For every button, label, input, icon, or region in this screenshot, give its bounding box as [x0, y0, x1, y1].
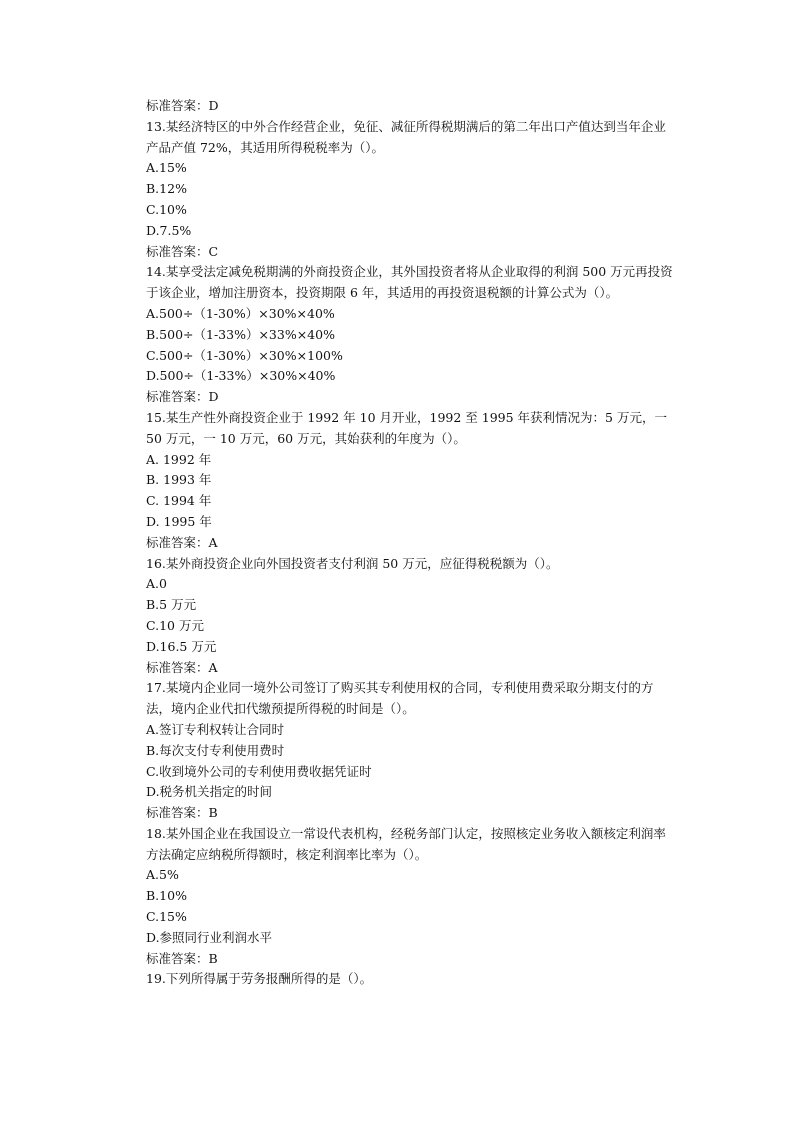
option-line: A.0	[146, 576, 167, 592]
option-line: B.10%	[146, 888, 187, 904]
option-line: C.10%	[146, 201, 187, 217]
option-line: D.16.5 万元	[146, 638, 217, 654]
option-line: A. 1992 年	[146, 451, 212, 467]
option-line: B. 1993 年	[146, 472, 212, 488]
option-line: A.15%	[146, 160, 187, 176]
question-13: 13.某经济特区的中外合作经营企业，免征、减征所得税期满后的第二年出口产值达到当年企业产品产值 72%，其适用所得税税率为（）。	[146, 118, 666, 155]
option-line: C. 1994 年	[146, 493, 212, 509]
answer-line: 标准答案：A	[146, 534, 218, 550]
question-19: 19.下列所得属于劳务报酬所得的是（）。	[146, 971, 373, 987]
option-line: C.15%	[146, 909, 187, 925]
option-line: D.7.5%	[146, 222, 192, 238]
question-15: 15.某生产性外商投资企业于 1992 年 10 月开业，1992 至 1995 年获利情况为：5 万元，一 50 万元，一 10 万元，60 万元，其始获利的年度为（）。	[146, 409, 667, 446]
question-16: 16.某外商投资企业向外国投资者支付利润 50 万元，应征得税税额为（）。	[146, 555, 559, 571]
option-line: A.签订专利权转让合同时	[146, 721, 285, 737]
question-14: 14.某享受法定减免税期满的外商投资企业，其外国投资者将从企业取得的利润 500 万元再投资于该企业，增加注册资本，投资期限 6 年，其适用的再投资退税额的计算公式为（）。	[146, 264, 673, 301]
option-line: A.500÷（1-30%）×30%×40%	[146, 305, 335, 321]
answer-line: 标准答案：B	[146, 950, 218, 966]
question-18: 18.某外国企业在我国设立一常设代表机构，经税务部门认定，按照核定业务收入额核定利润率方法确定应纳税所得额时，核定利润率比率为（）。	[146, 825, 666, 862]
option-line: B.5 万元	[146, 597, 197, 613]
answer-line: 标准答案：B	[146, 805, 218, 821]
option-line: C.收到境外公司的专利使用费收据凭证时	[146, 763, 372, 779]
option-line: B.每次支付专利使用费时	[146, 742, 285, 758]
answer-line: 标准答案：D	[146, 98, 219, 113]
option-line: B.500÷（1-33%）×33%×40%	[146, 326, 335, 342]
answer-line: 标准答案：C	[146, 243, 219, 259]
answer-line: 标准答案：A	[146, 659, 218, 675]
option-line: B.12%	[146, 181, 187, 197]
option-line: C.500÷（1-30%）×30%×100%	[146, 347, 343, 363]
question-17: 17.某境内企业同一境外公司签订了购买其专利使用权的合同，专利使用费采取分期支付的方法，境内企业代扣代缴预提所得税的时间是（）。	[146, 680, 654, 717]
option-line: D.500÷（1-33%）×30%×40%	[146, 368, 336, 384]
option-line: D. 1995 年	[146, 513, 212, 529]
option-line: D.税务机关指定的时间	[146, 784, 273, 800]
option-line: D.参照同行业利润水平	[146, 929, 273, 945]
option-line: A.5%	[146, 867, 179, 883]
document-body	[118, 96, 678, 990]
answer-line: 标准答案：D	[146, 389, 219, 405]
option-line: C.10 万元	[146, 617, 204, 633]
